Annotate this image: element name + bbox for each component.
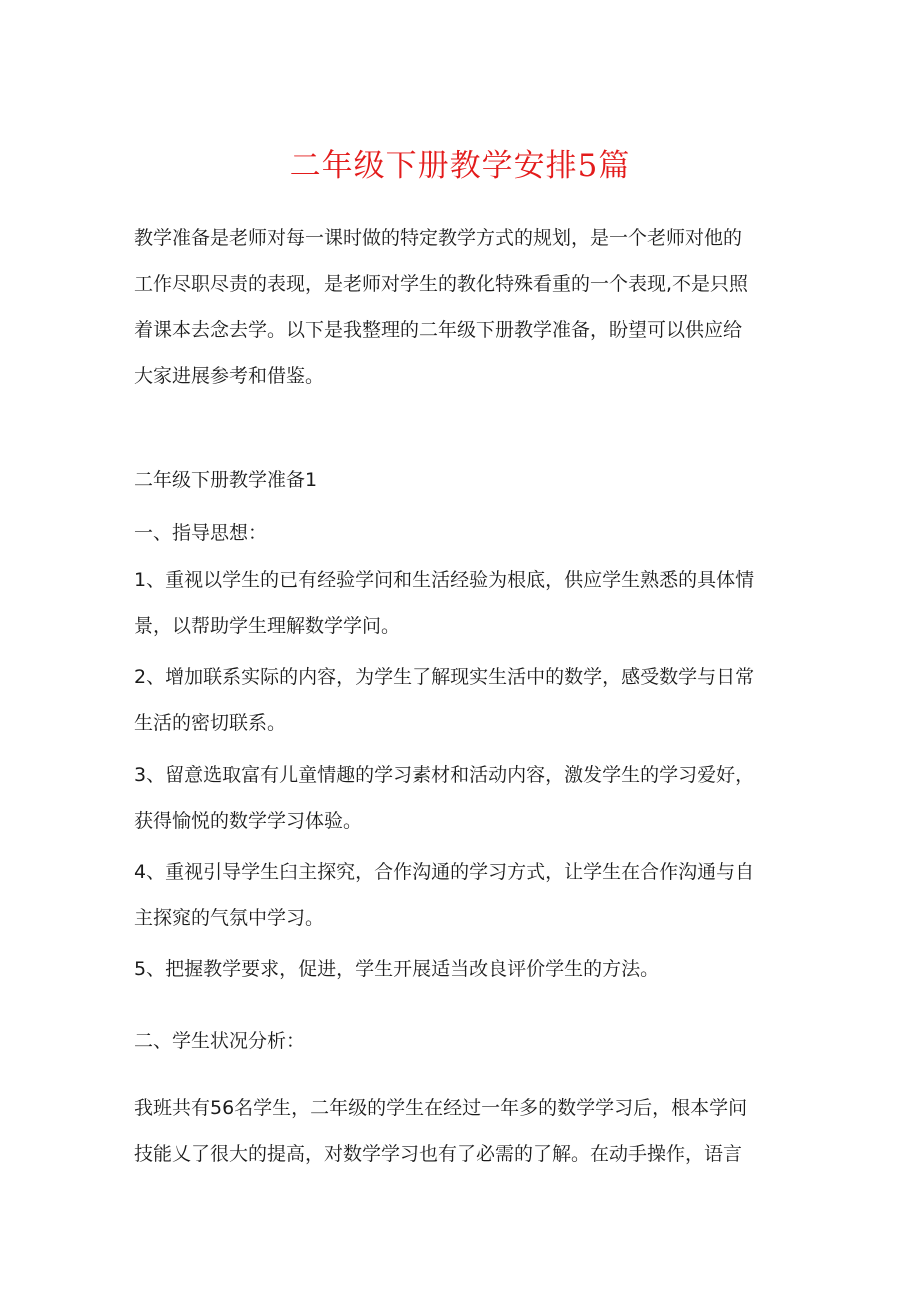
list-item-line: 2、增加联系实际的内容，为学生了解现实生活中的数学，感受数学与日常 [134, 666, 755, 688]
list-item-5 [134, 946, 794, 992]
list-item-3 [134, 752, 794, 844]
list-item-line: 获得愉悦的数学学习体验。 [134, 810, 363, 832]
list-item-2 [134, 654, 794, 746]
page-title: 二年级下册教学安排5篇 [289, 148, 631, 184]
list-item-line: 5、把握教学要求，促进，学生开展适当改良评价学生的方法。 [134, 958, 660, 980]
intro-paragraph [134, 215, 794, 399]
list-item-line: 3、留意选取富有儿童情趣的学习素材和活动内容，激发学生的学习爱好， [134, 764, 755, 786]
list-item-line: 1、重视以学生的已有经验学问和生活经验为根底，供应学生熟悉的具体情 [134, 569, 755, 591]
intro-line: 大家进展参考和借鉴。 [134, 365, 325, 387]
list-item-line: 景，以帮助学生理解数学学问。 [134, 615, 401, 637]
part2-line: 技能乂了很大的提高，对数学学习也有了必需的了解。在动手操作，语言 [134, 1143, 743, 1165]
intro-line: 工作尽职尽责的表现，是老师对学生的教化特殊看重的一个表现,不是只照 [134, 273, 749, 295]
list-item-1 [134, 557, 794, 649]
list-item-line: 生活的密切联系。 [134, 712, 287, 734]
part2-line: 我班共有56名学生，二年级的学生在经过一年多的数学学习后，根本学问 [134, 1097, 748, 1119]
part1-heading: 一、指导思想： [134, 522, 268, 544]
list-item-line: 4、重视引导学生臼主探究，合作沟通的学习方式，让学生在合作沟通与自 [134, 861, 755, 883]
part2-heading: 二、学生状况分析： [134, 1030, 306, 1052]
intro-line: 教学准备是老师对每一课时做的特定教学方式的规划，是一个老师对他的 [134, 227, 743, 249]
list-item-line: 主探窕的气氛中学习。 [134, 907, 325, 929]
list-item-4 [134, 849, 794, 941]
section-heading: 二年级下册教学准备1 [134, 469, 318, 491]
part2-paragraph [134, 1085, 794, 1177]
intro-line: 着课本去念去学。以下是我整理的二年级下册教学准备，盼望可以供应给 [134, 319, 743, 341]
